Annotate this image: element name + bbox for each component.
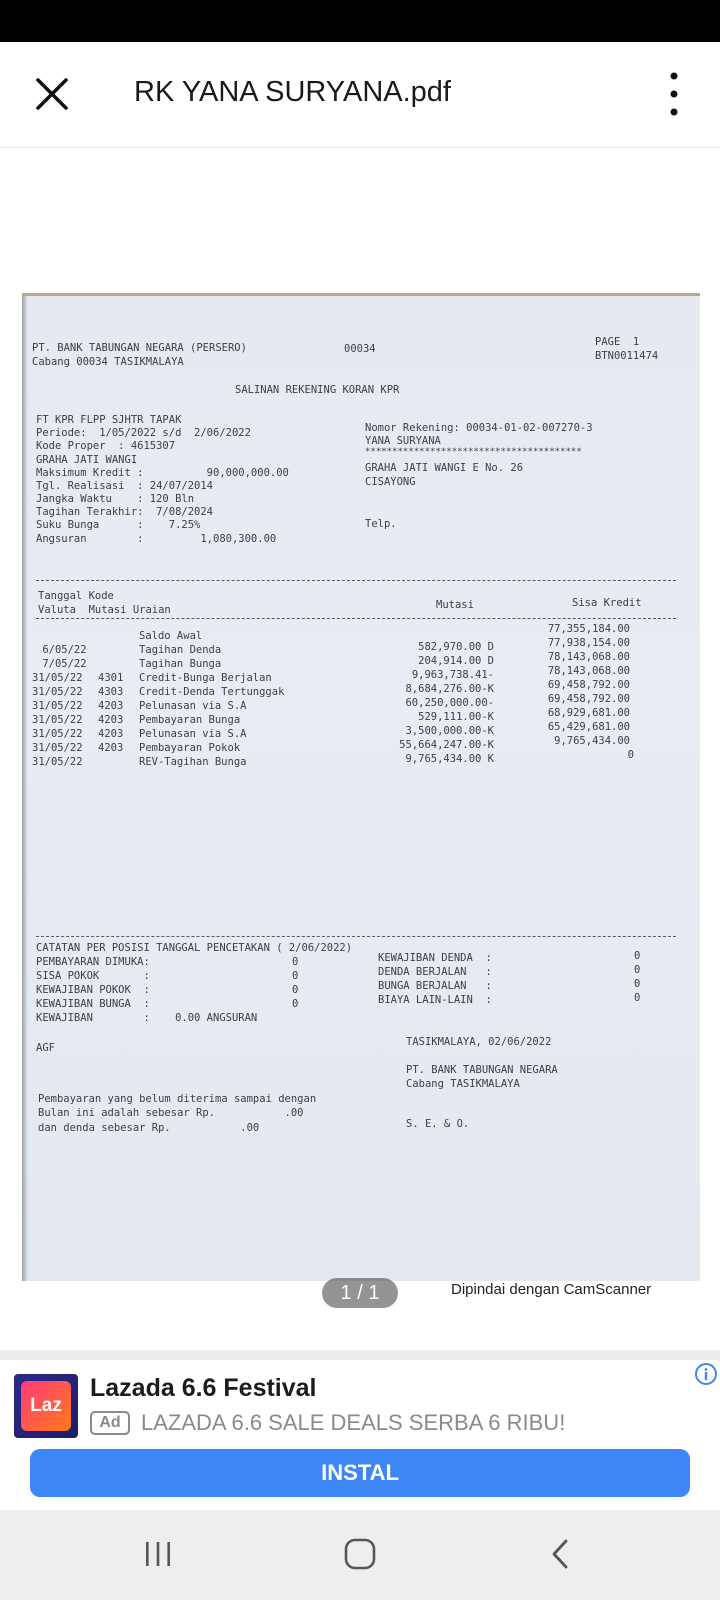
cell-sisa: 9,765,434.00: [554, 735, 630, 747]
close-icon: [35, 77, 69, 111]
cell-description: Credit-Denda Tertunggak: [139, 686, 285, 698]
address-line: CISAYONG: [365, 476, 416, 488]
ad-description[interactable]: LAZADA 6.6 SALE DEALS SERBA 6 RIBU!: [141, 1410, 566, 1435]
page-indicator: 1 / 1: [322, 1278, 398, 1308]
cell-mutasi: 3,500,000.00-K: [405, 725, 494, 737]
cell-description: Pelunasan via S.A: [139, 728, 247, 740]
recents-icon: [143, 1540, 173, 1568]
address-line: GRAHA JATI WANGI E No. 26: [365, 462, 524, 474]
account-number: Nomor Rekening: 00034-01-02-007270-3: [365, 422, 593, 434]
cell-description: Tagihan Denda: [139, 644, 222, 656]
ad-title[interactable]: Lazada 6.6 Festival: [90, 1374, 317, 1402]
cell-mutasi: 204,914.00 D: [418, 655, 494, 667]
table-header-sisa: Sisa Kredit: [572, 597, 642, 609]
payment-note: Pembayaran yang belum diterima sampai dengan: [38, 1093, 317, 1105]
payment-note: Bulan ini adalah sebesar Rp. .00: [38, 1107, 304, 1119]
lazada-logo[interactable]: [14, 1374, 78, 1438]
cell-date: 7/05/22: [36, 658, 87, 670]
cell-description: REV-Tagihan Bunga: [139, 756, 247, 768]
cell-mutasi: 582,970.00 D: [418, 641, 494, 653]
footer-label: DENDA BERJALAN :: [378, 966, 492, 978]
page-number-label: PAGE 1: [595, 336, 640, 348]
cell-description: Pelunasan via S.A: [139, 700, 247, 712]
cell-code: 4203: [98, 714, 124, 726]
footer-label: BUNGA BERJALAN :: [378, 980, 492, 992]
cell-description: Credit-Bunga Berjalan: [139, 672, 272, 684]
status-bar: [0, 0, 720, 42]
table-header: Tanggal Kode: [38, 590, 114, 602]
ad-badge: Ad: [90, 1411, 130, 1435]
footer-value: 0: [292, 956, 299, 968]
footer-label: KEWAJIBAN DENDA :: [378, 952, 492, 964]
install-button[interactable]: INSTAL: [30, 1449, 690, 1497]
cell-code: 4301: [98, 672, 124, 684]
footer-value: 0: [292, 984, 299, 996]
cell-mutasi: 55,664,247.00-K: [399, 739, 494, 751]
more-vert-icon: [669, 71, 679, 117]
cell-date: 31/05/22: [32, 686, 83, 698]
bank-name: PT. BANK TABUNGAN NEGARA (PERSERO): [32, 342, 247, 354]
separator-stars: ****************************************: [365, 447, 582, 457]
cell-code: 4203: [98, 728, 124, 740]
cell-mutasi: 60,250,000.00-: [405, 697, 494, 709]
footer-value: 0: [634, 964, 641, 976]
branch-code: 00034: [344, 343, 376, 355]
cell-code: 4303: [98, 686, 124, 698]
statement-title: SALINAN REKENING KORAN KPR: [235, 384, 400, 396]
cell-sisa: 69,458,792.00: [547, 679, 630, 691]
cell-sisa: 68,929,681.00: [547, 707, 630, 719]
footer-label: KEWAJIBAN POKOK :: [36, 984, 150, 996]
cell-mutasi: 9,765,434.00 K: [405, 753, 494, 765]
info-line: Suku Bunga : 7.25%: [36, 519, 201, 531]
cell-mutasi: 9,963,738.41-: [411, 669, 494, 681]
info-line: Angsuran : 1,080,300.00: [36, 533, 277, 545]
cell-mutasi: 529,111.00-K: [418, 711, 494, 723]
cell-code: 4203: [98, 700, 124, 712]
account-holder: YANA SURYANA: [365, 435, 441, 447]
info-line: FT KPR FLPP SJHTR TAPAK: [36, 414, 182, 426]
cell-sisa: 77,938,154.00: [547, 637, 630, 649]
signature-branch: Cabang TASIKMALAYA: [406, 1078, 520, 1090]
divider: [36, 580, 676, 581]
info-line: Maksimum Kredit : 90,000,000.00: [36, 467, 289, 479]
cell-sisa: 77,355,184.00: [547, 623, 630, 635]
app-bar: [0, 42, 720, 148]
divider: [36, 618, 676, 619]
cell-date: 31/05/22: [32, 728, 83, 740]
footer-label: SISA POKOK :: [36, 970, 150, 982]
cell-sisa: 78,143,068.00: [547, 651, 630, 663]
cell-sisa: 0: [627, 749, 634, 761]
cell-mutasi: 8,684,276.00-K: [405, 683, 494, 695]
payment-note: dan denda sebesar Rp. .00: [38, 1122, 260, 1134]
info-line: Periode: 1/05/2022 s/d 2/06/2022: [36, 427, 251, 439]
footer-label: PEMBAYARAN DIMUKA:: [36, 956, 150, 968]
footer-value: 0: [634, 978, 641, 990]
back-button[interactable]: [533, 1532, 589, 1576]
bank-branch: Cabang 00034 TASIKMALAYA: [32, 356, 184, 368]
cell-code: 4203: [98, 742, 124, 754]
cell-description: Saldo Awal: [139, 630, 203, 642]
cell-sisa: 78,143,068.00: [547, 665, 630, 677]
footer-value: 0: [634, 992, 641, 1004]
info-line: GRAHA JATI WANGI: [36, 454, 138, 466]
cell-date: 31/05/22: [32, 714, 83, 726]
footer-value: 0: [634, 950, 641, 962]
cell-date: 31/05/22: [32, 756, 83, 768]
footer-value: 0: [292, 970, 299, 982]
signature-bank: PT. BANK TABUNGAN NEGARA: [406, 1064, 558, 1076]
home-icon: [343, 1537, 377, 1571]
table-header: Valuta Mutasi Uraian: [38, 604, 171, 616]
info-line: Kode Proper : 4615307: [36, 440, 176, 452]
footer-label: BIAYA LAIN-LAIN :: [378, 994, 492, 1006]
cell-date: 31/05/22: [32, 700, 83, 712]
cell-description: Pembayaran Bunga: [139, 714, 241, 726]
catatan-heading: CATATAN PER POSISI TANGGAL PENCETAKAN ( 2/06/2022): [36, 942, 353, 954]
kewajiban-line: KEWAJIBAN : 0.00 ANGSURAN: [36, 1012, 258, 1024]
telephone: Telp.: [365, 518, 397, 530]
cell-sisa: 69,458,792.00: [547, 693, 630, 705]
cell-sisa: 65,429,681.00: [547, 721, 630, 733]
cell-date: 6/05/22: [36, 644, 87, 656]
agf-label: AGF: [36, 1042, 55, 1054]
page-code: BTN0011474: [595, 350, 659, 362]
close-button[interactable]: [26, 68, 78, 120]
info-icon: [694, 1362, 718, 1386]
seo-mark: S. E. & O.: [406, 1118, 470, 1130]
footer-value: 0: [292, 998, 299, 1010]
scanned-document-page[interactable]: [22, 293, 700, 1281]
page-edge-shadow: [22, 296, 28, 1281]
more-options-button[interactable]: [648, 68, 700, 120]
recents-button[interactable]: [130, 1532, 186, 1576]
system-nav-bar: [0, 1510, 720, 1600]
info-line: Tgl. Realisasi : 24/07/2014: [36, 480, 214, 492]
cell-date: 31/05/22: [32, 742, 83, 754]
cell-date: 31/05/22: [32, 672, 83, 684]
ad-info-button[interactable]: [694, 1362, 718, 1386]
cell-description: Pembayaran Pokok: [139, 742, 241, 754]
place-date: TASIKMALAYA, 02/06/2022: [406, 1036, 552, 1048]
camscanner-watermark: Dipindai dengan CamScanner: [451, 1281, 652, 1298]
document-title: RK YANA SURYANA.pdf: [134, 76, 451, 108]
cell-description: Tagihan Bunga: [139, 658, 222, 670]
home-button[interactable]: [332, 1532, 388, 1576]
table-header-mutasi: Mutasi: [436, 599, 474, 611]
footer-label: KEWAJIBAN BUNGA :: [36, 998, 150, 1010]
info-line: Tagihan Terakhir: 7/08/2024: [36, 506, 214, 518]
ad-divider: [0, 1350, 720, 1360]
back-icon: [550, 1538, 572, 1570]
divider: [36, 936, 676, 937]
info-line: Jangka Waktu : 120 Bln: [36, 493, 195, 505]
lazada-logo-mark: Laz: [21, 1381, 71, 1431]
